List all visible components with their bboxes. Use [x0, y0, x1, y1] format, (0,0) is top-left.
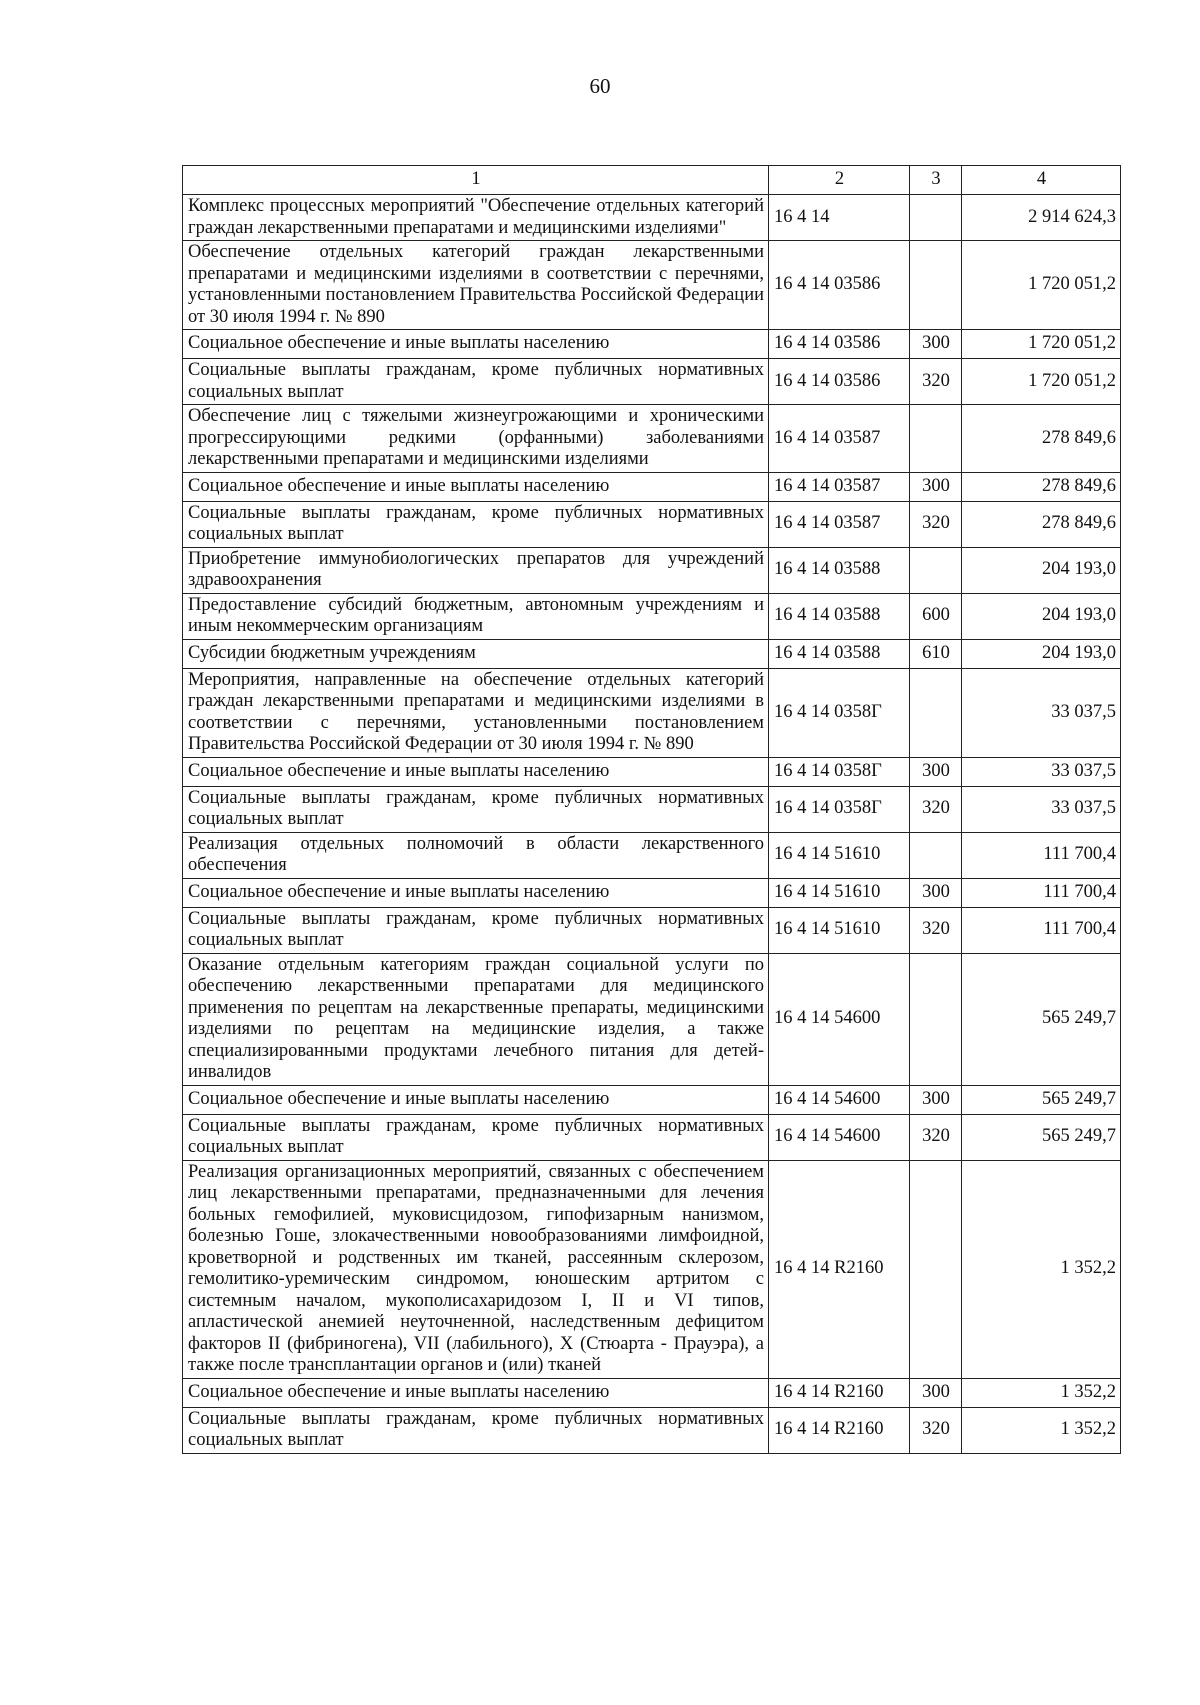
row-sum: 204 193,0 — [962, 593, 1121, 639]
row-sum: 111 700,4 — [962, 878, 1121, 907]
row-code: 16 4 14 03587 — [769, 501, 910, 547]
table-row — [183, 472, 1121, 501]
row-expense-type: 320 — [910, 907, 962, 953]
table-row — [183, 1114, 1121, 1160]
row-sum: 2 914 624,3 — [962, 195, 1121, 241]
row-sum: 1 352,2 — [962, 1378, 1121, 1407]
row-sum: 1 720 051,2 — [962, 241, 1121, 330]
table-row — [183, 878, 1121, 907]
table-row — [183, 405, 1121, 473]
row-name: Социальное обеспечение и иные выплаты населению — [183, 330, 769, 359]
row-expense-type: 300 — [910, 1085, 962, 1114]
header-col-3: 3 — [910, 166, 962, 195]
row-code: 16 4 14 03588 — [769, 547, 910, 593]
table-row — [183, 1407, 1121, 1453]
table-row — [183, 359, 1121, 405]
row-name: Социальные выплаты гражданам, кроме публичных нормативных социальных выплат — [183, 359, 769, 405]
row-code: 16 4 14 R2160 — [769, 1160, 910, 1378]
row-code: 16 4 14 03586 — [769, 330, 910, 359]
row-expense-type — [910, 241, 962, 330]
row-name: Социальное обеспечение и иные выплаты населению — [183, 878, 769, 907]
header-col-1: 1 — [183, 166, 769, 195]
row-sum: 565 249,7 — [962, 953, 1121, 1085]
row-name: Обеспечение отдельных категорий граждан лекарственными препаратами и медицинскими изделиями в соответствии с перечнями, установленными постановлением Правительства Российской Федерации от 30 июля 1994 г. № 890 — [183, 241, 769, 330]
row-name: Социальные выплаты гражданам, кроме публичных нормативных социальных выплат — [183, 907, 769, 953]
row-code: 16 4 14 — [769, 195, 910, 241]
row-sum: 111 700,4 — [962, 907, 1121, 953]
row-name: Обеспечение лиц с тяжелыми жизнеугрожающими и хроническими прогрессирующими редкими (орфанными) заболеваниями лекарственными препаратами и медицинскими изделиями — [183, 405, 769, 473]
row-expense-type: 320 — [910, 359, 962, 405]
row-code: 16 4 14 03586 — [769, 241, 910, 330]
row-sum: 1 720 051,2 — [962, 330, 1121, 359]
table-row — [183, 757, 1121, 786]
table-row — [183, 786, 1121, 832]
row-expense-type: 300 — [910, 1378, 962, 1407]
row-sum: 111 700,4 — [962, 832, 1121, 878]
row-code: 16 4 14 54600 — [769, 953, 910, 1085]
row-expense-type: 300 — [910, 472, 962, 501]
table-row — [183, 1160, 1121, 1378]
table-row — [183, 832, 1121, 878]
row-sum: 565 249,7 — [962, 1114, 1121, 1160]
table-row — [183, 953, 1121, 1085]
row-expense-type — [910, 1160, 962, 1378]
row-name: Социальное обеспечение и иные выплаты населению — [183, 1085, 769, 1114]
row-expense-type — [910, 547, 962, 593]
row-sum: 204 193,0 — [962, 639, 1121, 668]
table-row — [183, 593, 1121, 639]
row-sum: 278 849,6 — [962, 472, 1121, 501]
table-row — [183, 195, 1121, 241]
row-expense-type — [910, 668, 962, 757]
row-expense-type — [910, 832, 962, 878]
row-expense-type: 610 — [910, 639, 962, 668]
row-code: 16 4 14 R2160 — [769, 1407, 910, 1453]
table-row — [183, 1378, 1121, 1407]
row-name: Социальное обеспечение и иные выплаты населению — [183, 1378, 769, 1407]
row-name: Социальные выплаты гражданам, кроме публичных нормативных социальных выплат — [183, 501, 769, 547]
row-sum: 1 720 051,2 — [962, 359, 1121, 405]
row-code: 16 4 14 54600 — [769, 1114, 910, 1160]
row-name: Социальное обеспечение и иные выплаты населению — [183, 472, 769, 501]
header-col-4: 4 — [962, 166, 1121, 195]
row-name: Социальные выплаты гражданам, кроме публичных нормативных социальных выплат — [183, 1114, 769, 1160]
header-col-2: 2 — [769, 166, 910, 195]
row-code: 16 4 14 03587 — [769, 472, 910, 501]
row-sum: 33 037,5 — [962, 786, 1121, 832]
row-name: Реализация организационных мероприятий, связанных с обеспечением лиц лекарственными препаратами, предназначенными для лечения больных гемофилией, муковисцидозом, гипофизарным нанизмом, болезнью Гоше, злокачественными новообразованиями лимфоидной, кроветворной и родственных им тканей, рассеянным склерозом, гемолитико-уремическим синдромом, юношеским артритом с системным началом, мукополисахаридозом I, II и VI типов, апластической анемией неуточненной, наследственным дефицитом факторов II (фибриногена), VII (лабильного), X (Стюарта - Прауэра), а также после трансплантации органов и (или) тканей — [183, 1160, 769, 1378]
row-expense-type: 320 — [910, 1114, 962, 1160]
table-row — [183, 547, 1121, 593]
row-code: 16 4 14 03586 — [769, 359, 910, 405]
row-expense-type: 600 — [910, 593, 962, 639]
row-sum: 33 037,5 — [962, 757, 1121, 786]
row-sum: 278 849,6 — [962, 405, 1121, 473]
row-code: 16 4 14 03588 — [769, 593, 910, 639]
row-code: 16 4 14 51610 — [769, 878, 910, 907]
row-code: 16 4 14 R2160 — [769, 1378, 910, 1407]
row-sum: 1 352,2 — [962, 1160, 1121, 1378]
row-sum: 565 249,7 — [962, 1085, 1121, 1114]
row-name: Социальное обеспечение и иные выплаты населению — [183, 757, 769, 786]
row-name: Приобретение иммунобиологических препаратов для учреждений здравоохранения — [183, 547, 769, 593]
row-expense-type: 320 — [910, 786, 962, 832]
table-row — [183, 330, 1121, 359]
row-name: Субсидии бюджетным учреждениям — [183, 639, 769, 668]
row-expense-type: 300 — [910, 330, 962, 359]
row-expense-type — [910, 405, 962, 473]
table-header-row — [183, 166, 1121, 195]
row-code: 16 4 14 03588 — [769, 639, 910, 668]
row-code: 16 4 14 0358Г — [769, 757, 910, 786]
table-row — [183, 241, 1121, 330]
row-expense-type: 320 — [910, 501, 962, 547]
row-expense-type: 300 — [910, 757, 962, 786]
row-sum: 278 849,6 — [962, 501, 1121, 547]
budget-table — [182, 165, 1121, 1454]
row-sum: 1 352,2 — [962, 1407, 1121, 1453]
row-name: Социальные выплаты гражданам, кроме публичных нормативных социальных выплат — [183, 786, 769, 832]
row-code: 16 4 14 0358Г — [769, 668, 910, 757]
page-number: 60 — [589, 74, 611, 98]
row-code: 16 4 14 0358Г — [769, 786, 910, 832]
row-name: Реализация отдельных полномочий в области лекарственного обеспечения — [183, 832, 769, 878]
row-name: Предоставление субсидий бюджетным, автономным учреждениям и иным некоммерческим организациям — [183, 593, 769, 639]
table-body — [183, 195, 1121, 1454]
row-sum: 33 037,5 — [962, 668, 1121, 757]
row-name: Социальные выплаты гражданам, кроме публичных нормативных социальных выплат — [183, 1407, 769, 1453]
row-expense-type: 320 — [910, 1407, 962, 1453]
row-name: Оказание отдельным категориям граждан социальной услуги по обеспечению лекарственными препаратами для медицинского применения по рецептам на лекарственные препараты, медицинскими изделиями по рецептам на медицинские изделия, а также специализированными продуктами лечебного питания для детей-инвалидов — [183, 953, 769, 1085]
table-row — [183, 668, 1121, 757]
row-sum: 204 193,0 — [962, 547, 1121, 593]
row-expense-type — [910, 953, 962, 1085]
row-expense-type — [910, 195, 962, 241]
table-row — [183, 501, 1121, 547]
table-row — [183, 907, 1121, 953]
row-code: 16 4 14 54600 — [769, 1085, 910, 1114]
row-code: 16 4 14 51610 — [769, 907, 910, 953]
table-row — [183, 1085, 1121, 1114]
row-code: 16 4 14 51610 — [769, 832, 910, 878]
table-row — [183, 639, 1121, 668]
row-code: 16 4 14 03587 — [769, 405, 910, 473]
row-expense-type: 300 — [910, 878, 962, 907]
row-name: Комплекс процессных мероприятий "Обеспечение отдельных категорий граждан лекарственными препаратами и медицинскими изделиями" — [183, 195, 769, 241]
row-name: Мероприятия, направленные на обеспечение отдельных категорий граждан лекарственными препаратами и медицинскими изделиями в соответствии с перечнями, установленными постановлением Правительства Российской Федерации от 30 июля 1994 г. № 890 — [183, 668, 769, 757]
